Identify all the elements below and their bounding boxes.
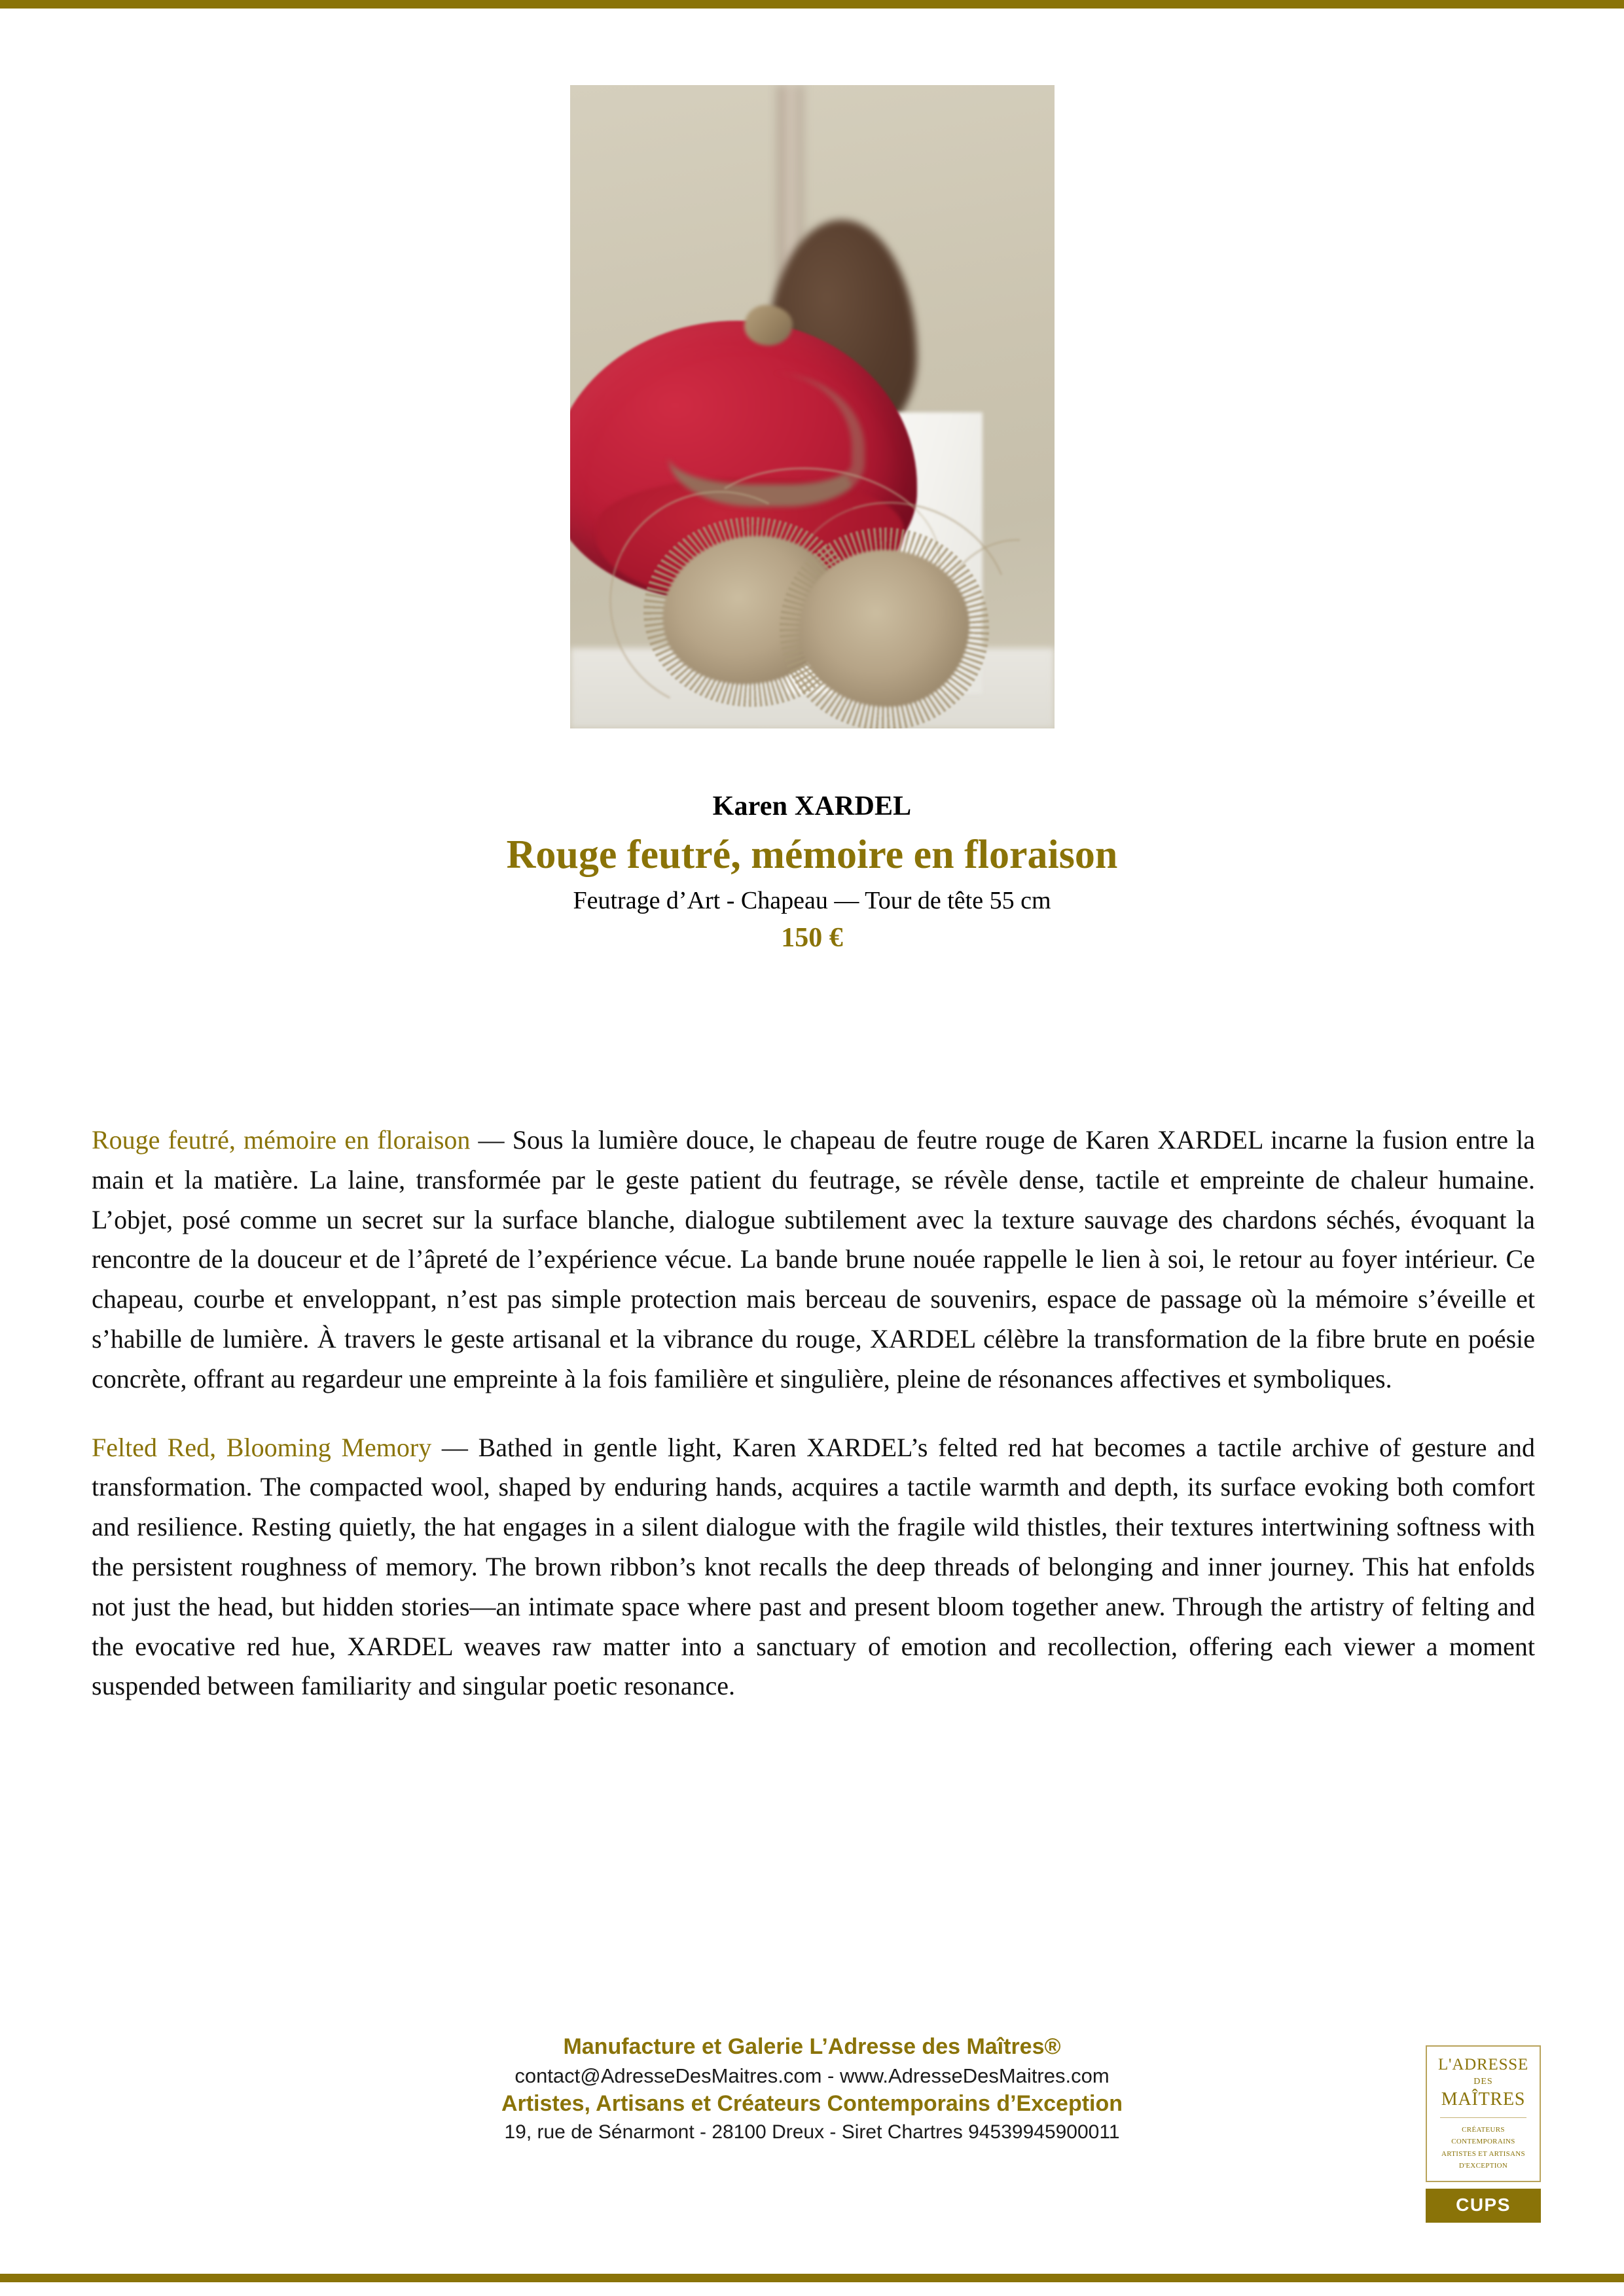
logo-subline-exception: D'EXCEPTION <box>1458 2161 1508 2170</box>
logo-line-des: DES <box>1473 2076 1493 2087</box>
artist-name: Karen XARDEL <box>712 791 912 821</box>
logo-card <box>1426 2045 1541 2182</box>
footer <box>0 2032 1624 2145</box>
artwork-title: Rouge feutré, mémoire en floraison <box>506 833 1118 878</box>
logo-line-maitres: MAÎTRES <box>1441 2089 1526 2109</box>
logo-subline-artistes: ARTISTES ET ARTISANS <box>1441 2149 1525 2158</box>
brown-ribbon-knot <box>744 305 793 346</box>
artwork-specs: Feutrage d’Art - Chapeau — Tour de tête 55 cm <box>573 887 1051 915</box>
cups-badge: CUPS <box>1426 2189 1541 2223</box>
logo-divider <box>1440 2117 1526 2118</box>
footer-company-name: Manufacture et Galerie L’Adresse des Maîtres® <box>563 2034 1061 2059</box>
footer-tagline: Artistes, Artisans et Créateurs Contemporains d’Exception <box>501 2091 1123 2117</box>
footer-contact-line[interactable]: contact@AdresseDesMaitres.com - www.AdresseDesMaitres.com <box>514 2064 1110 2087</box>
description-text-fr: Sous la lumière douce, le chapeau de feutre rouge de Karen XARDEL incarne la fusion entre la main et la matière. La laine, transformée par le geste patient du feutrage, se révèle dense, tactile et empreinte de chaleur humaine. L’objet, posé comme un secret sur la surface blanche, dialogue subtilement avec la texture sauvage des chardons séchés, évoquant la rencontre de la douceur et de l’âpreté de l’expérience vécue. La bande brune nouée rappelle le lien à soi, le retour au foyer intérieur. Ce chapeau, courbe et enveloppant, n’est pas simple protection mais berceau de souvenirs, espace de passage où la mémoire s’éveille et s’habille de lumière. À travers le geste artisanal et la vibrance du rouge, XARDEL célèbre la transformation de la fibre brute en poésie concrète, offrant au regardeur une empreinte à la fois familière et singulière, pleine de résonances affectives et symboliques. <box>92 1125 1536 1393</box>
description-lead-in-fr: Rouge feutré, mémoire en floraison <box>92 1125 471 1155</box>
brand-logo <box>1426 2045 1541 2223</box>
description-paragraph-fr <box>92 1121 1535 1399</box>
description-paragraph-en <box>92 1428 1535 1707</box>
logo-line-adresse: L'ADRESSE <box>1437 2056 1529 2073</box>
description-lead-in-en: Felted Red, Blooming Memory <box>92 1432 432 1462</box>
footer-address: 19, rue de Sénarmont - 28100 Dreux - Siret Chartres 94539945900011 <box>504 2121 1120 2143</box>
gold-rule-bottom <box>0 2274 1624 2282</box>
gold-rule-top <box>0 0 1624 9</box>
artwork-price: 150 € <box>781 922 843 953</box>
title-block <box>0 790 1624 955</box>
dried-thistle <box>799 550 969 707</box>
description-body <box>92 1121 1535 1706</box>
description-separator-fr: — <box>470 1125 513 1155</box>
artwork-photo <box>570 85 1055 728</box>
description-text-en: Bathed in gentle light, Karen XARDEL’s felted red hat becomes a tactile archive of gesture and transformation. The compacted wool, shaped by enduring hands, acquires a tactile warmth and depth, its surface evoking both comfort and resilience. Resting quietly, the hat engages in a silent dialogue with the fragile wild thistles, their textures intertwining softness with the persistent roughness of memory. The brown ribbon’s knot recalls the deep threads of belonging and inner journey. This hat enfolds not just the head, but hidden stories—an intimate space where past and present bloom together anew. Through the artistry of felting and the evocative red hue, XARDEL weaves raw matter into a sanctuary of emotion and recollection, offering each viewer a moment suspended between familiarity and singular poetic resonance. <box>92 1432 1536 1701</box>
description-separator-en: — <box>431 1432 478 1462</box>
logo-subline-createurs: CRÉATEURS CONTEMPORAINS <box>1451 2126 1515 2146</box>
